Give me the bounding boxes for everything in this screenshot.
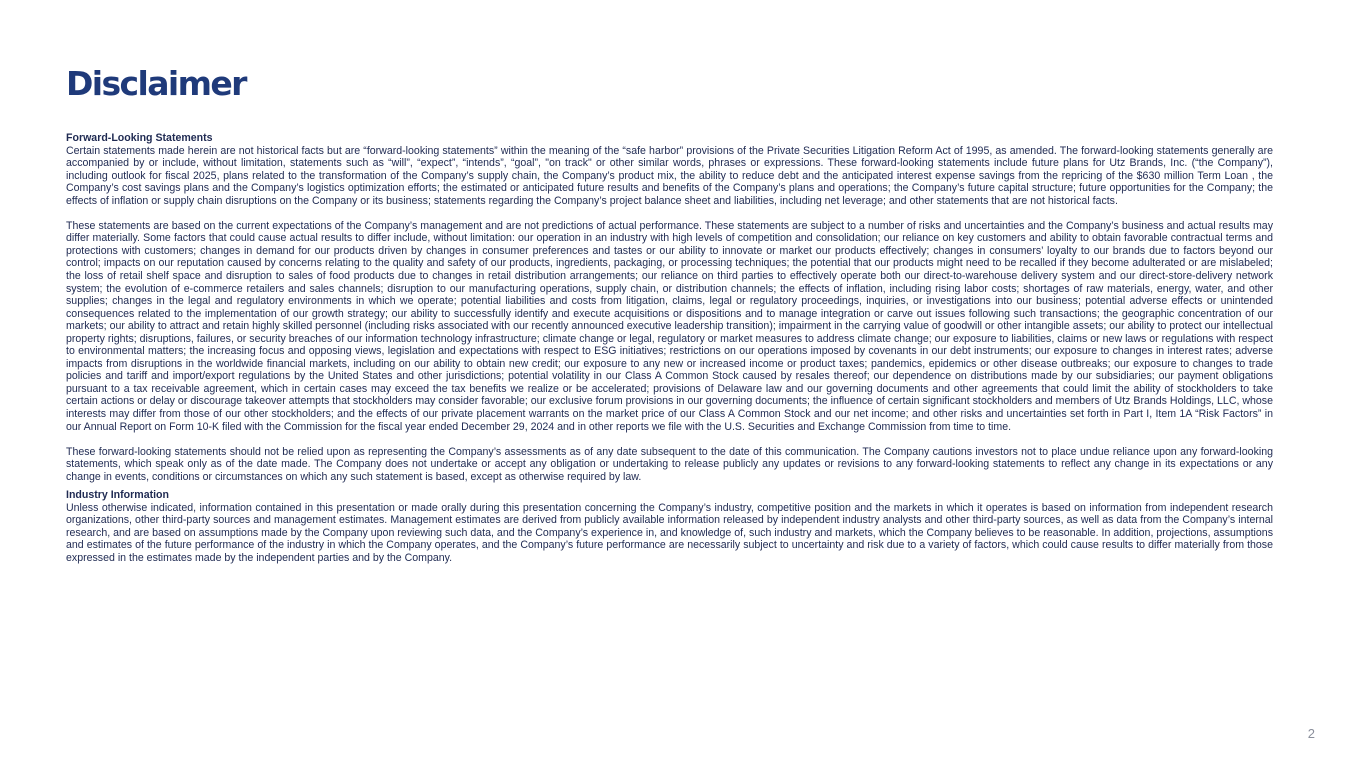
forward-looking-paragraph-3: These forward-looking statements should not be relied upon as representing the Company’s assessments as of any date subsequent to the date of this communication. The Company cautions investors not to place undue reliance upon any forward-looking statements, which speak only as of the date made. The Company does not undertake or accept any obligation or undertaking to release publicly any updates or revisions to any forward-looking statements to reflect any change in its expectations or any change in events, conditions or circumstances on which any such statement is based, except as otherwise required by law. [66,445,1273,483]
forward-looking-paragraph-2: These statements are based on the current expectations of the Company’s management and are not predictions of actual performance. These statements are subject to a number of risks and uncertainties and the Company’s business and actual results may differ materially. Some factors that could cause actual results to differ include, without limitation: our operation in an industry with high levels of competition and consolidation; our reliance on key customers and ability to obtain favorable contractual terms and protections with customers; changes in demand for our products driven by changes in consumer preferences and tastes or our ability to innovate or market our products effectively; changes in consumers’ loyalty to our brands due to factors beyond our control; impacts on our reputation caused by concerns relating to the quality and safety of our products, ingredients, packaging, or processing techniques; the potential that our products might need to be recalled if they become adulterated or are mislabeled; the loss of retail shelf space and disruption to sales of food products due to changes in retail distribution arrangements; our reliance on third parties to effectively operate both our direct-to-warehouse delivery system and our direct-store-delivery network system; the evolution of e-commerce retailers and sales channels; disruption to our manufacturing operations, supply chain, or distribution channels; the effects of inflation, including rising labor costs; shortages of raw materials, energy, water, and other supplies; changes in the legal and regulatory environments in which we operate; potential liabilities and costs from litigation, claims, legal or regulatory proceedings, inquiries, or investigations into our business; potential adverse effects or unintended consequences related to the implementation of our growth strategy; our ability to successfully identify and execute acquisitions or dispositions and to manage integration or carve out issues following such transactions; the geographic concentration of our markets; our ability to attract and retain highly skilled personnel (including risks associated with our recently announced executive leadership transition); impairment in the carrying value of goodwill or other intangible assets; our ability to protect our intellectual property rights; disruptions, failures, or security breaches of our information technology infrastructure; climate change or legal, regulatory or market measures to address climate change; our exposure to liabilities, claims or new laws or regulations with respect to environmental matters; the increasing focus and opposing views, legislation and expectations with respect to ESG initiatives; restrictions on our operations imposed by covenants in our debt instruments; our exposure to changes in interest rates; adverse impacts from disruptions in the worldwide financial markets, including on our ability to obtain new credit; our exposure to any new or increased income or product taxes; pandemics, epidemics or other disease outbreaks; our exposure to changes to trade policies and tariff and import/export regulations by the United States and other jurisdictions; potential volatility in our Class A Common Stock caused by resales thereof; our dependence on distributions made by our subsidiaries; our payment obligations pursuant to a tax receivable agreement, which in certain cases may exceed the tax benefits we realize or be accelerated; provisions of Delaware law and our governing documents and other agreements that could limit the ability of stockholders to take certain actions or delay or discourage takeover attempts that stockholders may consider favorable; our exclusive forum provisions in our governing documents; the influence of certain significant stockholders and members of Utz Brands Holdings, LLC, whose interests may differ from those of our other stockholders; and the effects of our private placement warrants on the market price of our Class A Common Stock and our net income; and other risks and uncertainties set forth in Part I, Item 1A “Risk Factors” in our Annual Report on Form 10-K filed with the Commission for the fiscal year ended December 29, 2024 and in other reports we file with the U.S. Securities and Exchange Commission from time to time. [66,219,1273,433]
page-number: 2 [1307,726,1315,741]
section-heading-forward-looking: Forward-Looking Statements [66,132,213,144]
page-title: Disclaimer [66,64,246,103]
forward-looking-paragraph-1: Certain statements made herein are not historical facts but are “forward-looking statements” within the meaning of the “safe harbor” provisions of the Private Securities Litigation Reform Act of 1995, as amended. The forward-looking statements generally are accompanied by or include, without limitation, statements such as “will”, “expect”, “intends”, “goal”, "on track" or other similar words, phrases or expressions. These forward-looking statements include future plans for Utz Brands, Inc. (“the Company”), including outlook for fiscal 2025, plans related to the transformation of the Company’s supply chain, the Company’s product mix, the ability to reduce debt and the anticipated interest expense savings from the repricing of the $630 million Term Loan , the Company’s cost savings plans and the Company’s logistics optimization efforts; the estimated or anticipated future results and benefits of the Company’s plans and operations; the Company’s future capital structure; future opportunities for the Company; the effects of inflation or supply chain disruptions on the Company or its business; statements regarding the Company’s project balance sheet and liabilities, including net leverage; and other statements that are not historical facts. [66,144,1273,207]
section-heading-industry: Industry Information [66,489,169,502]
industry-paragraph-1: Unless otherwise indicated, information contained in this presentation or made orally during this presentation concerning the Company’s industry, competitive position and the markets in which it operates is based on information from independent research organizations, other third-party sources and management estimates. Management estimates are derived from publicly available information released by independent industry analysts and other third-party sources, as well as data from the Company’s internal research, and are based on assumptions made by the Company upon reviewing such data, and the Company’s experience in, and knowledge of, such industry and markets, which the Company believes to be reasonable. In addition, projections, assumptions and estimates of the future performance of the industry in which the Company operates, and the Company’s future performance are necessarily subject to uncertainty and risk due to a variety of factors, which could cause results to differ materially from those expressed in the estimates made by the independent parties and by the Company. [66,501,1273,564]
disclaimer-body [66,132,1273,565]
